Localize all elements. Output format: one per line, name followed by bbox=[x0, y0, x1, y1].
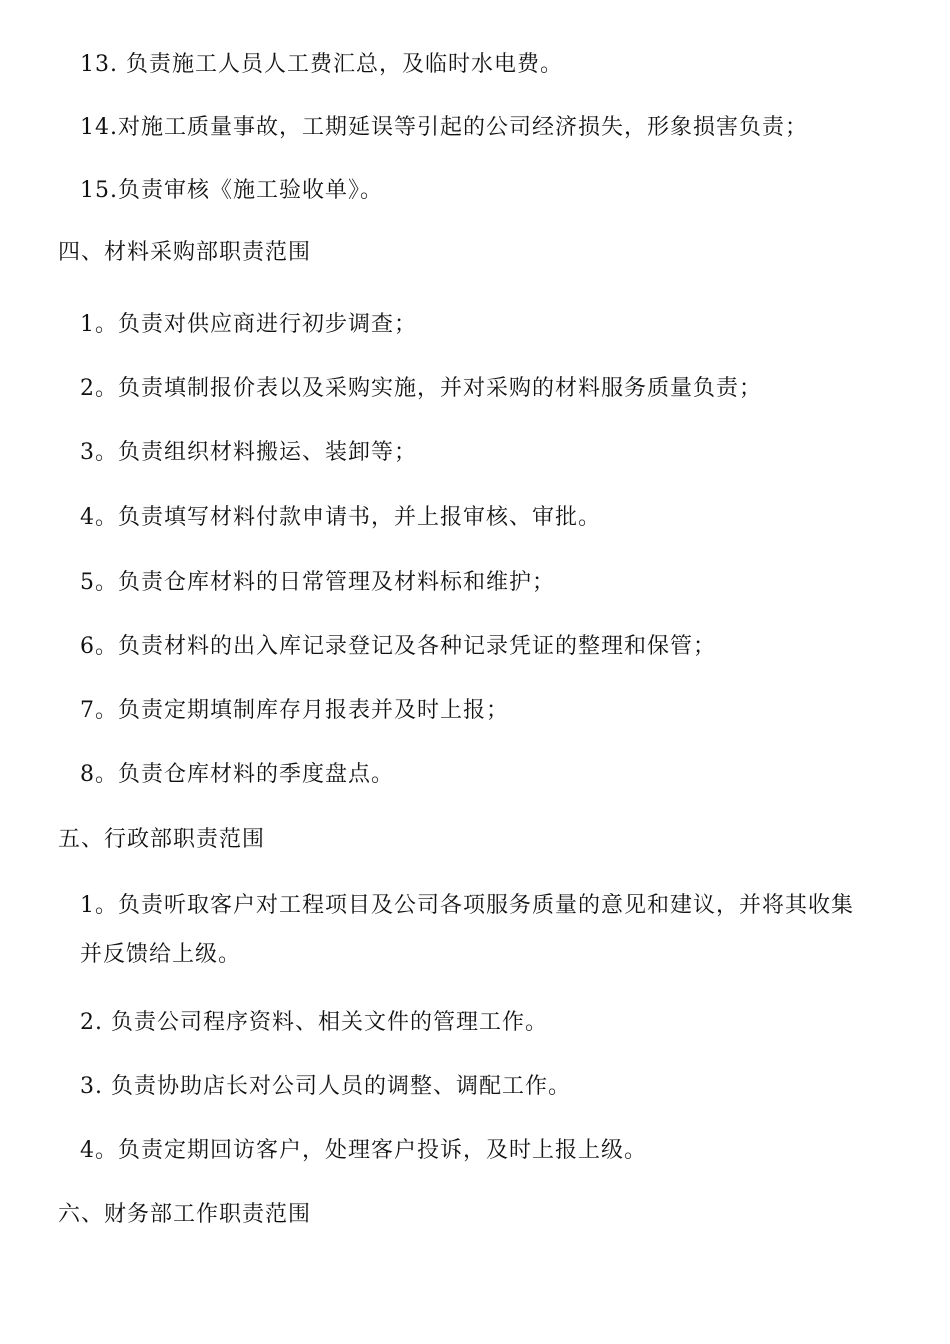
list-item: 13. 负责施工人员人工费汇总，及临时水电费。 bbox=[80, 52, 563, 77]
list-item: 6。负责材料的出入库记录登记及各种记录凭证的整理和保管； bbox=[80, 634, 716, 659]
list-item: 2。负责填制报价表以及采购实施，并对采购的材料服务质量负责； bbox=[80, 376, 762, 401]
list-item: 1。负责听取客户对工程项目及公司各项服务质量的意见和建议，并将其收集 bbox=[80, 893, 854, 918]
list-item: 14.对施工质量事故，工期延误等引起的公司经济损失，形象损害负责； bbox=[80, 115, 808, 140]
list-item: 2. 负责公司程序资料、相关文件的管理工作。 bbox=[80, 1010, 548, 1035]
section-heading: 四、材料采购部职责范围 bbox=[58, 240, 312, 265]
list-item: 3。负责组织材料搬运、装卸等； bbox=[80, 440, 417, 465]
list-item: 7。负责定期填制库存月报表并及时上报； bbox=[80, 698, 509, 723]
list-item: 4。负责填写材料付款申请书，并上报审核、审批。 bbox=[80, 505, 601, 530]
section-heading: 五、行政部职责范围 bbox=[58, 827, 266, 852]
list-item: 3. 负责协助店长对公司人员的调整、调配工作。 bbox=[80, 1074, 571, 1099]
list-item-continuation: 并反馈给上级。 bbox=[80, 942, 242, 967]
list-item: 5。负责仓库材料的日常管理及材料标和维护； bbox=[80, 570, 555, 595]
section-heading: 六、财务部工作职责范围 bbox=[58, 1202, 312, 1227]
list-item: 4。负责定期回访客户，处理客户投诉，及时上报上级。 bbox=[80, 1138, 647, 1163]
list-item: 1。负责对供应商进行初步调查； bbox=[80, 312, 417, 337]
list-item: 8。负责仓库材料的季度盘点。 bbox=[80, 762, 394, 787]
list-item: 15.负责审核《施工验收单》。 bbox=[80, 178, 383, 203]
